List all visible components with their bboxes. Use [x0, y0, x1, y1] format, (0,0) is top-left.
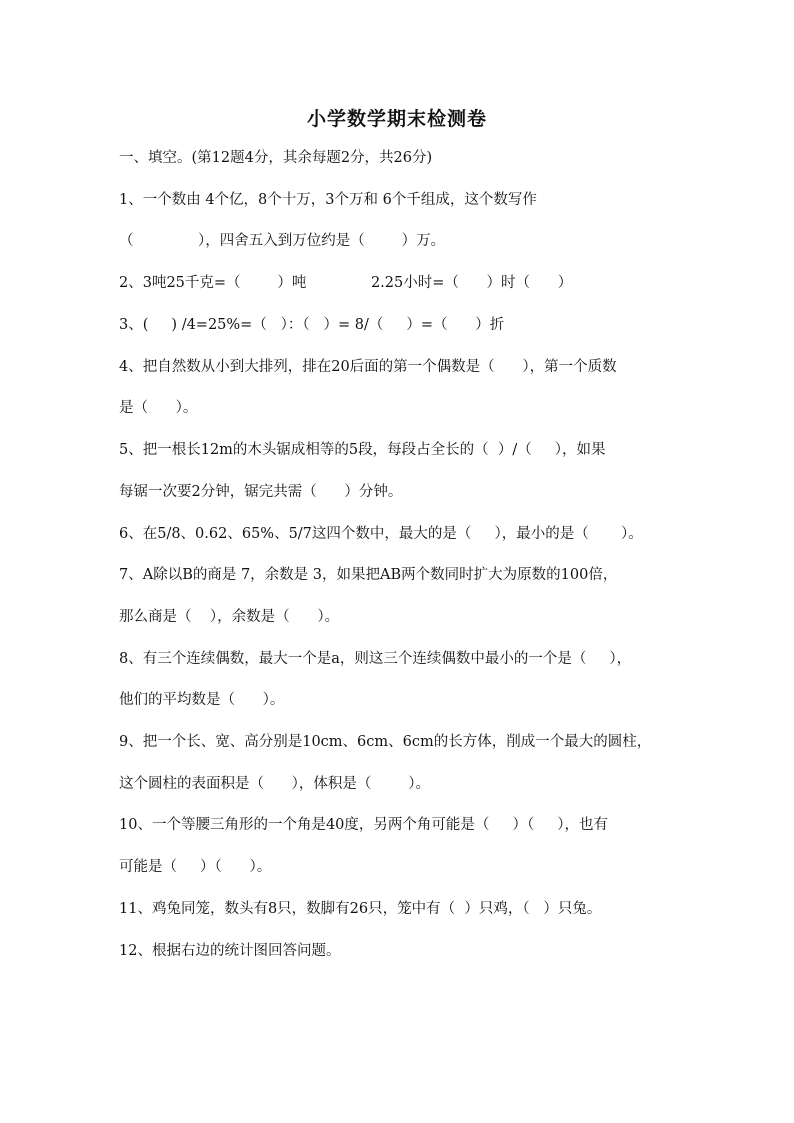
question-line: 11、鸡兔同笼，数头有8只，数脚有26只，笼中有（ ）只鸡，（ ）只兔。 [119, 901, 602, 917]
question-line: 6、在5/8、0.62、65%、5/7这四个数中，最大的是（ ），最小的是（ ）。 [119, 526, 643, 542]
question-line: 每锯一次要2分钟，锯完共需（ ）分钟。 [119, 484, 403, 500]
question-line: 4、把自然数从小到大排列，排在20后面的第一个偶数是（ ），第一个质数 [119, 359, 617, 375]
question-line: （ ），四舍五入到万位约是（ ）万。 [119, 233, 446, 249]
question-line: 2、3吨25千克=（ ）吨 2.25小时=（ ）时（ ） [119, 275, 573, 291]
question-line: 那么商是（ ），余数是（ ）。 [119, 609, 340, 625]
question-line: 他们的平均数是（ ）。 [119, 692, 285, 708]
question-line: 10、一个等腰三角形的一个角是40度，另两个角可能是（ ）（ ），也有 [119, 817, 608, 833]
page-title: 小学数学期末检测卷 [306, 108, 487, 130]
section-heading-fill-in: 一、填空。(第12题4分，其余每题2分，共26分) [119, 150, 433, 166]
question-line: 这个圆柱的表面积是（ ），体积是（ ）。 [119, 776, 431, 792]
question-line: 3、( ) /4=25%=（ ）：（ ）= 8/（ ）=（ ）折 [119, 317, 505, 333]
question-line: 12、根据右边的统计图回答问题。 [119, 943, 341, 959]
question-line: 5、把一根长12m的木头锯成相等的5段，每段占全长的（ ）/（ ），如果 [119, 442, 606, 458]
question-line: 8、有三个连续偶数，最大一个是a，则这三个连续偶数中最小的一个是（ ）， [119, 651, 632, 667]
question-line: 9、把一个长、宽、高分别是10cm、6cm、6cm的长方体，削成一个最大的圆柱， [119, 734, 652, 750]
question-line: 7、A除以B的商是 7，余数是 3，如果把AB两个数同时扩大为原数的100倍， [119, 567, 618, 583]
question-line: 1、一个数由 4个亿，8个十万，3个万和 6个千组成，这个数写作 [119, 192, 537, 208]
question-line: 可能是（ ）（ ）。 [119, 859, 272, 875]
question-line: 是（ ）。 [119, 400, 198, 416]
